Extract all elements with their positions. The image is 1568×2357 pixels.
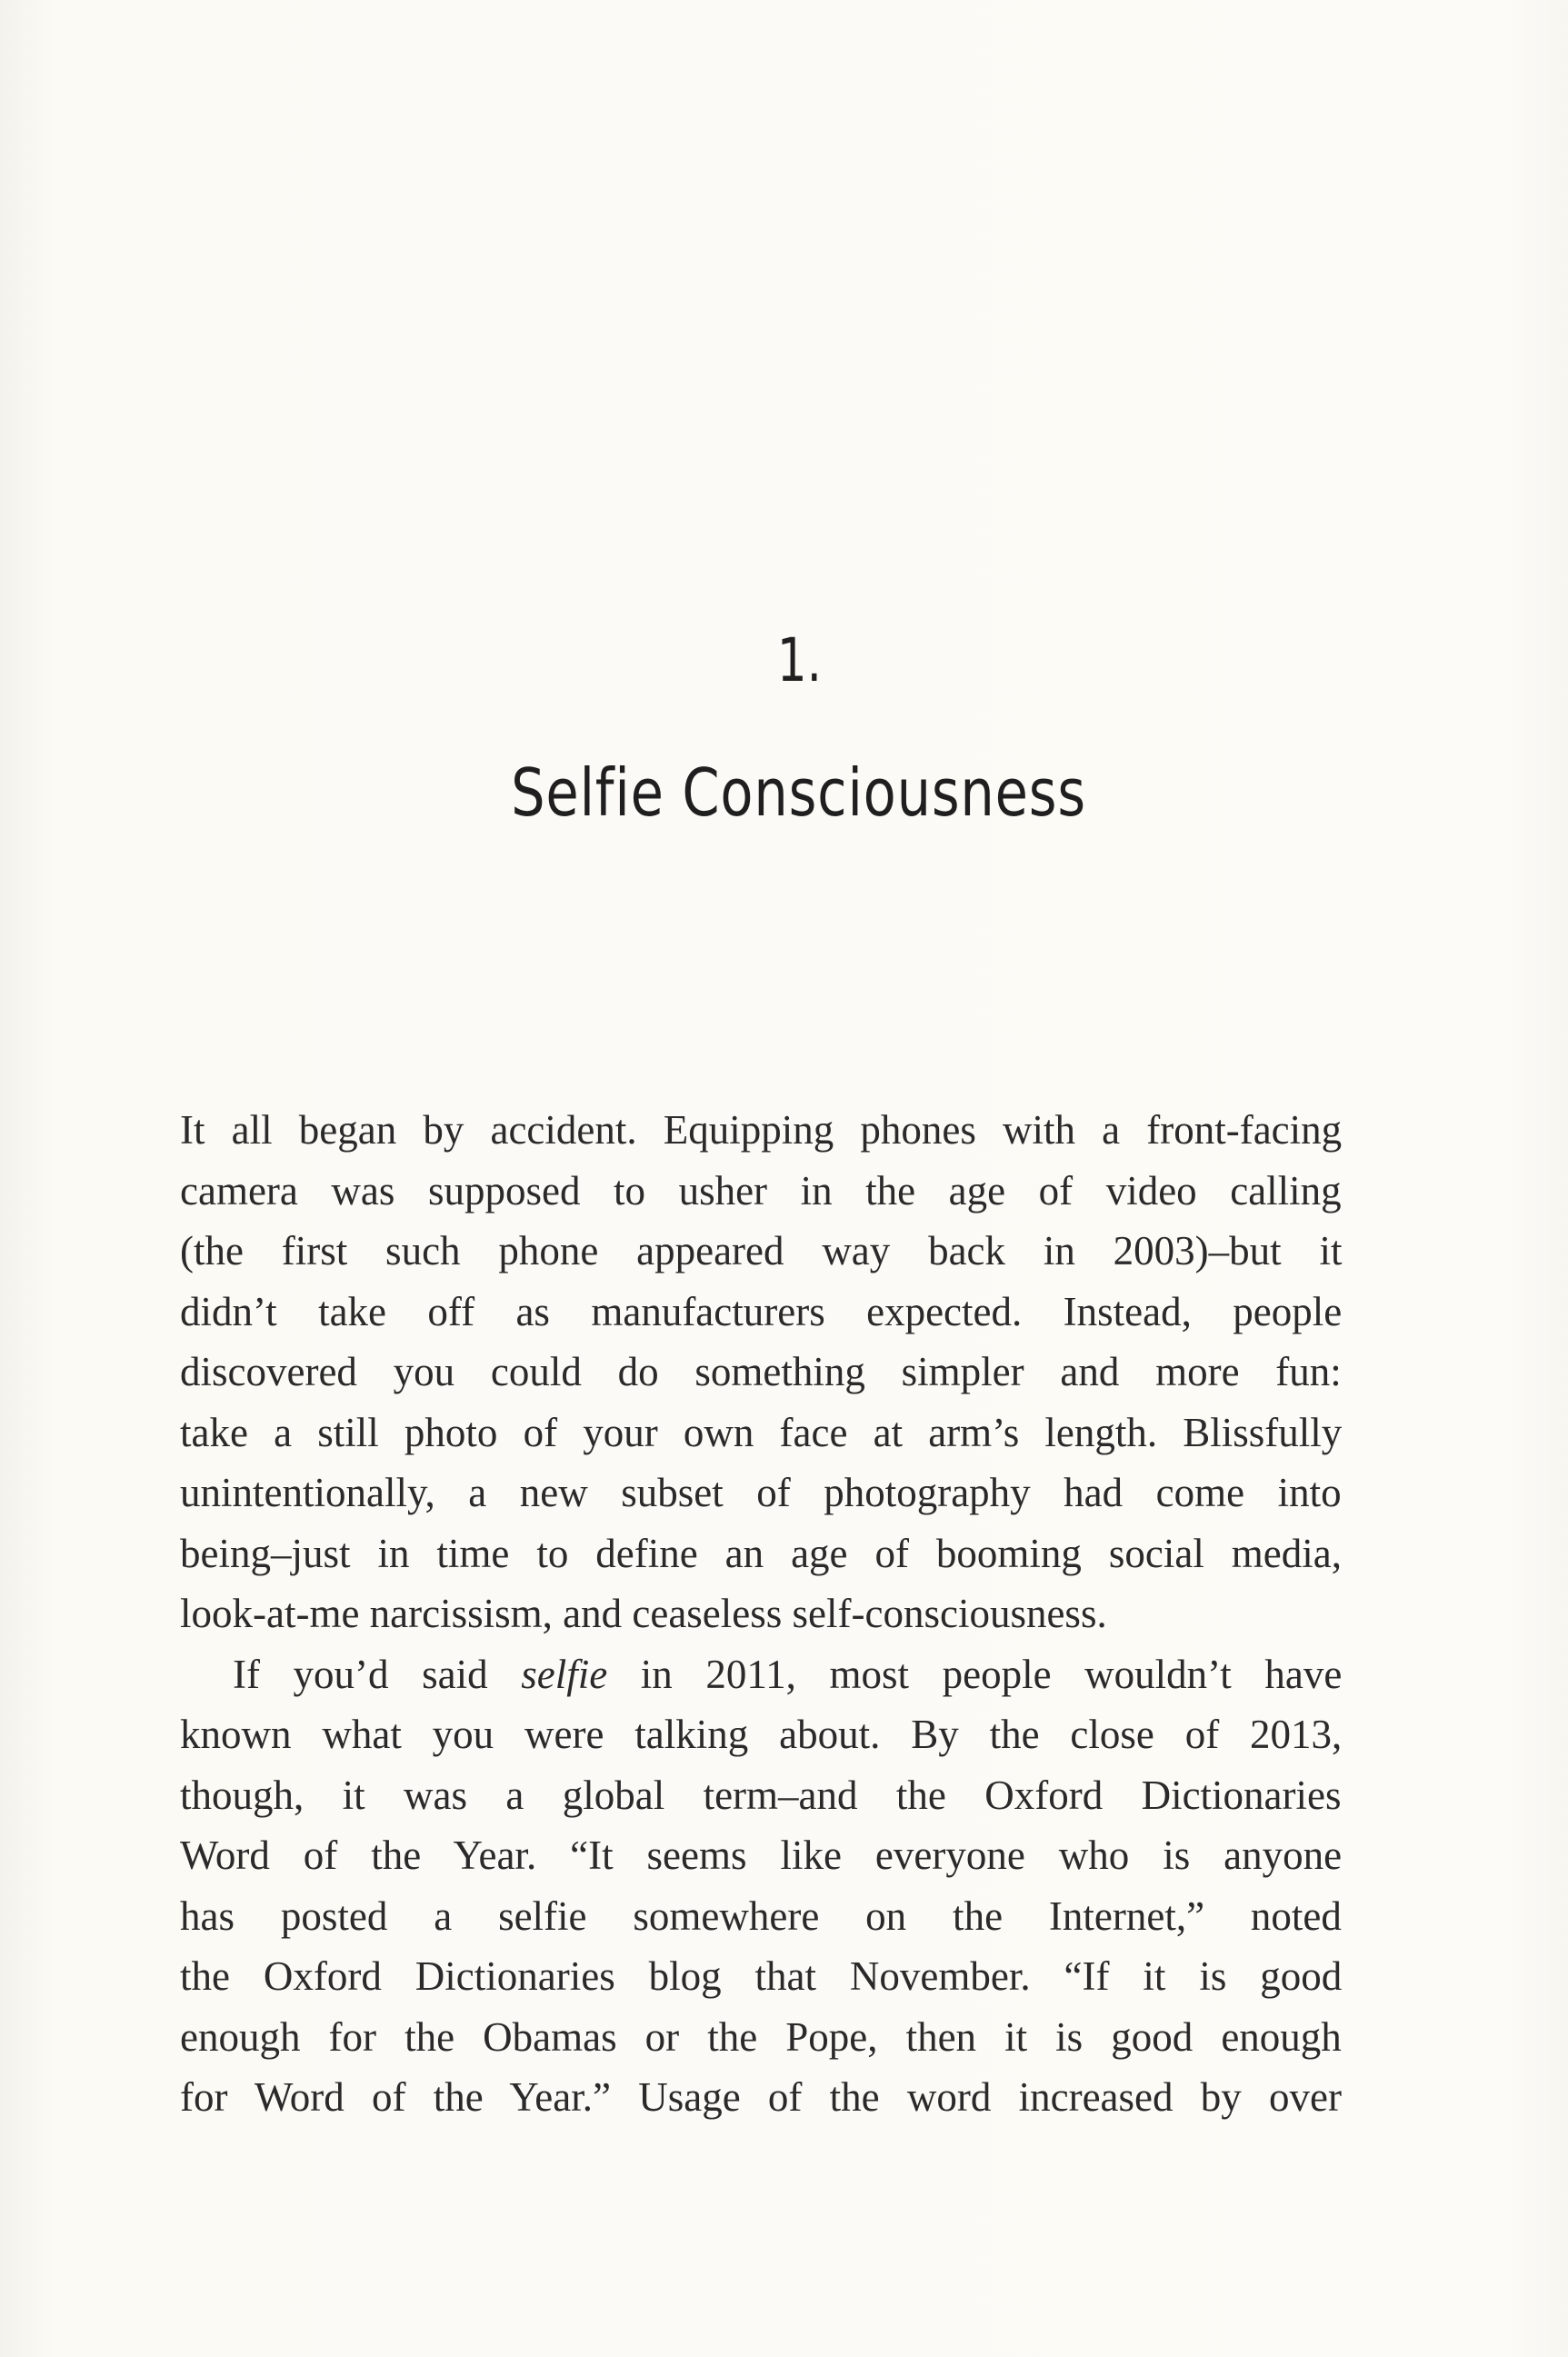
chapter-number: 1. <box>776 625 823 695</box>
text-line: take a still photo of your own face at arm’s length. Blissfully <box>180 1409 1343 1455</box>
italic-word: selfie <box>521 1651 608 1697</box>
text-fragment: If you’d said <box>233 1651 522 1697</box>
paragraph-1 <box>180 1100 1342 1644</box>
text-line: though, it was a global term–and the Oxford Dictionaries <box>180 1772 1342 1818</box>
text-line: It all began by accident. Equipping phones with a front-facing <box>180 1107 1343 1153</box>
text-line: (the first such phone appeared way back in 2003)–but it <box>180 1228 1343 1273</box>
chapter-title: Selfie Consciousness <box>511 754 1086 831</box>
text-line: Word of the Year. “It seems like everyone who is anyone <box>180 1833 1343 1878</box>
text-line-first <box>180 1644 1342 1705</box>
text-fragment: in 2011, most people wouldn’t have <box>607 1651 1343 1697</box>
text-line: didn’t take off as manufacturers expected. Instead, people <box>180 1288 1343 1334</box>
body-text <box>180 1100 1342 2128</box>
text-line: the Oxford Dictionaries blog that November. “If it is good <box>180 1953 1343 1999</box>
paragraph-2 <box>180 1644 1342 2128</box>
text-line: has posted a selfie somewhere on the Internet,” noted <box>180 1893 1342 1939</box>
text-line: discovered you could do something simpler and more fun: <box>180 1349 1342 1394</box>
text-line: camera was supposed to usher in the age of video calling <box>180 1167 1342 1213</box>
text-line: look-at-me narcissism, and ceaseless self-consciousness. <box>180 1591 1107 1636</box>
text-line: being–just in time to define an age of booming social media, <box>180 1530 1342 1576</box>
text-line: for Word of the Year.” Usage of the word increased by over <box>180 2074 1342 2120</box>
text-line: unintentionally, a new subset of photography had come into <box>180 1470 1342 1515</box>
text-line: enough for the Obamas or the Pope, then it is good enough <box>180 2013 1342 2060</box>
text-line: known what you were talking about. By the close of 2013, <box>180 1712 1343 1757</box>
